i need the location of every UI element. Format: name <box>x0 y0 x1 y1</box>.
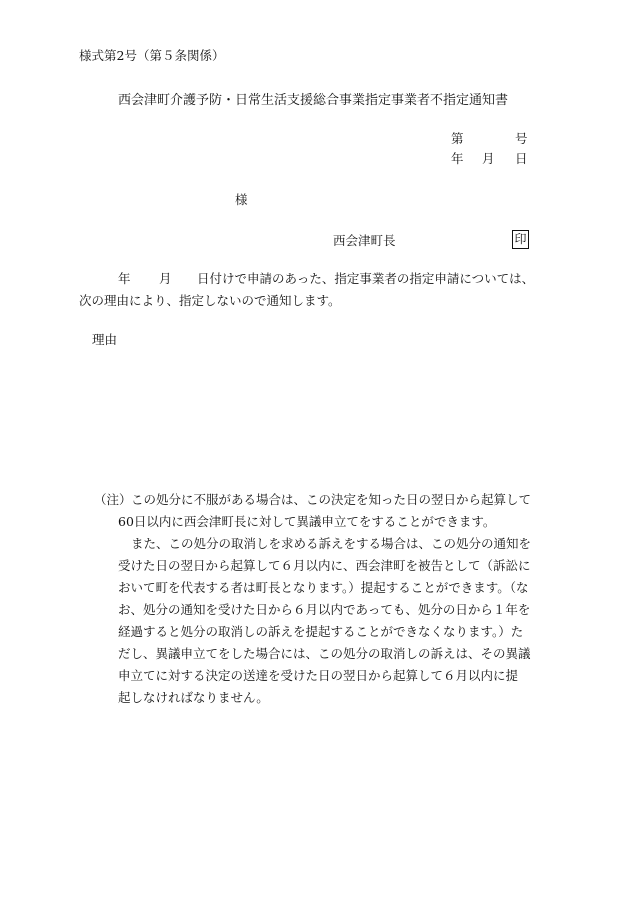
issuer-name: 西会津町長 <box>333 233 396 248</box>
date-year: 年 <box>451 151 464 166</box>
note-line: おいて町を代表する者は町長となります。）提起することができます。（な <box>118 580 529 595</box>
body-line-2: 次の理由により、指定しないので通知します。 <box>79 293 341 308</box>
body-year: 年 <box>118 271 131 286</box>
note-label: （注） <box>94 492 132 507</box>
addressee-honorific: 様 <box>235 192 248 207</box>
note-line: また、この処分の取消しを求める訴えをする場合は、この処分の通知を <box>131 536 532 551</box>
seal-mark: 印 <box>512 230 529 249</box>
date-day: 日 <box>515 151 528 166</box>
form-number: 様式第2号（第５条関係） <box>79 48 225 63</box>
body-month: 月 <box>159 271 172 286</box>
note-line: 申立てに対する決定の送達を受けた日の翌日から起算して６月以内に提 <box>118 668 519 683</box>
body-line-1: 日付けで申請のあった、指定事業者の指定申請については、 <box>197 271 535 286</box>
note-line: この処分に不服がある場合は、この決定を知った日の翌日から起算して <box>131 492 532 507</box>
note-line: 経過すると処分の取消しの訴えを提起することができなくなります。）た <box>118 624 524 639</box>
reference-number-label: 第 <box>451 131 464 146</box>
document-title: 西会津町介護予防・日常生活支援総合事業指定事業者不指定通知書 <box>118 93 509 108</box>
date-month: 月 <box>482 151 495 166</box>
note-line: 起しなければなりません。 <box>118 690 269 705</box>
note-line: 受けた日の翌日から起算して６月以内に、西会津町を被告として（訴訟に <box>118 558 531 573</box>
note-line: だし、異議申立てをした場合には、この処分の取消しの訴えは、その異議 <box>118 646 531 661</box>
note-line: 60日以内に西会津町長に対して異議申立てをすることができます。 <box>118 514 496 529</box>
reason-label: 理由 <box>92 332 118 347</box>
note-line: お、処分の通知を受けた日から６月以内であっても、処分の日から１年を <box>118 602 531 617</box>
reference-number-suffix: 号 <box>515 131 528 146</box>
